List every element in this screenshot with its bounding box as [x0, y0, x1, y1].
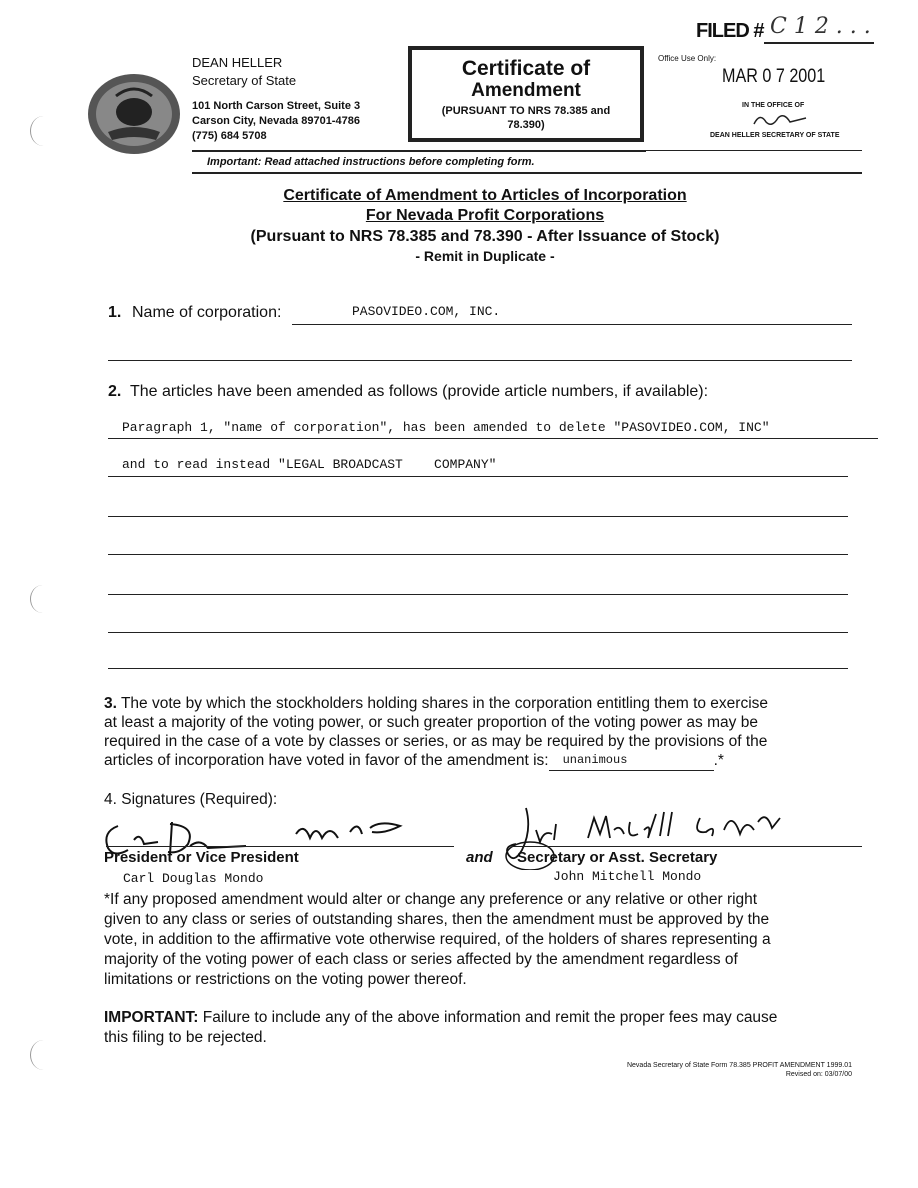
- item-2-number: 2.: [108, 383, 122, 400]
- item-3-line-3: required in the case of a vote by classes or series, or as may be required by the provisions of the: [104, 733, 768, 750]
- footnote-line-1: *If any proposed amendment would alter or change any preference or any relative or other right: [104, 891, 758, 908]
- scan-mark: [30, 585, 55, 613]
- secretary-role-label: [517, 849, 717, 866]
- scan-mark: [30, 1040, 57, 1070]
- amendment-line-4: [108, 554, 848, 555]
- form-footer-line-2: Revised on: 03/07/00: [785, 1071, 852, 1078]
- form-title-line-1: Certificate of Amendment to Articles of Incorporation: [283, 187, 687, 204]
- form-title-line-4: - Remit in Duplicate -: [415, 248, 555, 264]
- filed-date: MAR 0 7 2001: [722, 66, 826, 87]
- phone-number: (775) 684 5708: [192, 130, 267, 142]
- footnote-line-2: given to any class or series of outstanding shares, then the amendment must be approved by the: [104, 911, 770, 928]
- important-note: Important: Read attached instructions before completing form.: [207, 156, 535, 168]
- item-2-label: The articles have been amended as follows (provide article numbers, if available):: [130, 383, 709, 400]
- secretary-signature-line: [512, 846, 862, 847]
- state-seal-icon: [86, 72, 182, 156]
- amendment-line-5: [108, 594, 848, 595]
- item-1-number: 1.: [108, 304, 122, 321]
- certificate-subtitle-line-1: (PURSUANT TO NRS 78.385 and: [441, 105, 611, 117]
- item-1-blank-line: [108, 360, 852, 361]
- and-connector: and: [466, 849, 493, 866]
- important-label: IMPORTANT:: [104, 1009, 199, 1026]
- stamp-signature: [750, 110, 810, 130]
- item-3-line-1: The vote by which the stockholders holding shares in the corporation entitling them to exercise: [120, 695, 769, 712]
- certificate-title-line-1: Certificate of: [461, 57, 591, 80]
- address-line-1: 101 North Carson Street, Suite 3: [192, 100, 361, 112]
- secretary-role-part-2: or Asst. Secretary: [585, 849, 718, 866]
- amendment-line-1: [108, 438, 878, 439]
- certificate-title-box: [408, 46, 644, 142]
- president-signature-line: [106, 846, 454, 847]
- corporation-name-field[interactable]: PASOVIDEO.COM, INC.: [352, 304, 501, 319]
- item-1-label: Name of corporation:: [132, 304, 282, 321]
- vote-field[interactable]: unanimous: [549, 751, 714, 771]
- item-4-number: 4.: [104, 791, 117, 808]
- amendment-text-line-1[interactable]: Paragraph 1, "name of corporation", has been amended to delete "PASOVIDEO.COM, INC": [122, 420, 770, 435]
- secretary-name: John Mitchell Mondo: [553, 869, 702, 884]
- president-name: Carl Douglas Mondo: [123, 871, 264, 886]
- stamp-secretary-line: DEAN HELLER SECRETARY OF STATE: [710, 132, 840, 139]
- vote-asterisk: .*: [713, 752, 724, 769]
- footnote-line-3: vote, in addition to the affirmative vote otherwise required, of the holders of shares representing a: [104, 931, 771, 948]
- amendment-text-line-2[interactable]: and to read instead "LEGAL BROADCAST COMPANY": [122, 457, 497, 472]
- form-footer-line-1: Nevada Secretary of State Form 78.385 PROFIT AMENDMENT 1999.01: [626, 1062, 852, 1069]
- important-line-1: Failure to include any of the above information and remit the proper fees may cause: [198, 1009, 778, 1026]
- item-1-line: [292, 324, 852, 325]
- item-4-label: Signatures (Required):: [121, 791, 278, 808]
- important-block: [104, 1008, 894, 1048]
- amendment-line-2: [108, 476, 848, 477]
- footnote-block: [104, 890, 894, 990]
- item-3-number: 3.: [104, 695, 117, 712]
- header-rule-top: [192, 150, 646, 152]
- item-3-line-2: at least a majority of the voting power, or such greater proportion of the voting power as may be: [104, 714, 758, 731]
- amendment-line-3: [108, 516, 848, 517]
- amendment-line-6: [108, 632, 848, 633]
- header-rule-bottom: [192, 172, 862, 174]
- footnote-line-5: limitations or restrictions on the voting power thereof.: [104, 971, 467, 988]
- filed-number: C 1 2 . . .: [770, 14, 871, 39]
- form-title-line-2: For Nevada Profit Corporations: [365, 207, 605, 224]
- secretary-role-part-1: Secretary: [517, 849, 586, 866]
- item-4-heading: [104, 791, 277, 809]
- office-use-label: Office Use Only:: [658, 54, 717, 63]
- item-3-line-4: articles of incorporation have voted in favor of the amendment is:: [104, 752, 549, 769]
- header-rule-right: [646, 150, 862, 151]
- footnote-line-4: majority of the voting power of each class or series affected by the amendment regardless of: [104, 951, 738, 968]
- stamp-office-line: IN THE OFFICE OF: [742, 102, 805, 109]
- address-line-2: Carson City, Nevada 89701-4786: [192, 115, 360, 127]
- certificate-title-line-2: Amendment: [471, 80, 581, 101]
- important-line-2: this filing to be rejected.: [104, 1029, 267, 1046]
- scan-mark: [30, 116, 57, 146]
- amendment-line-7: [108, 668, 848, 669]
- secretary-title: Secretary of State: [192, 73, 297, 88]
- secretary-name: DEAN HELLER: [192, 55, 283, 70]
- item-3-text: [104, 694, 884, 771]
- president-role-label: President or Vice President: [104, 849, 299, 866]
- filed-label: FILED #: [696, 20, 764, 42]
- form-title-line-3: (Pursuant to NRS 78.385 and 78.390 - After Issuance of Stock): [250, 228, 720, 245]
- certificate-subtitle-line-2: 78.390): [507, 119, 545, 131]
- filed-underline: [764, 42, 874, 44]
